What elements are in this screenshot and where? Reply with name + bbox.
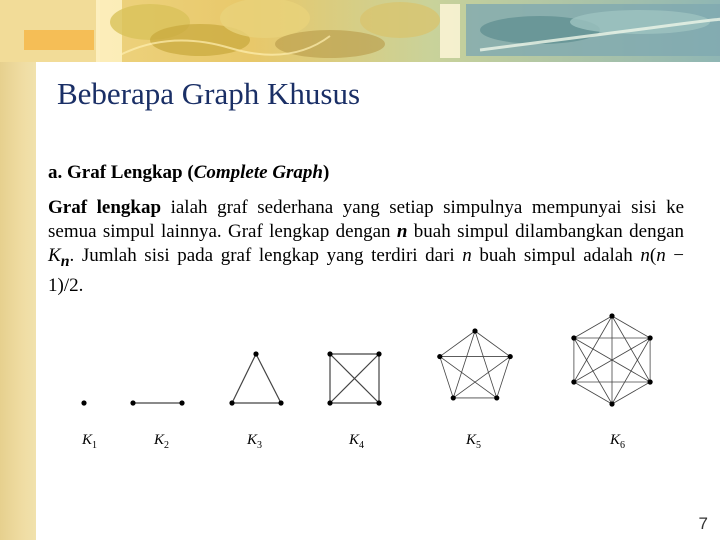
- slide-title: Beberapa Graph Khusus: [57, 76, 361, 111]
- graph-edge: [440, 357, 497, 398]
- graph-vertex: [130, 400, 135, 405]
- graph-label-k1: [82, 432, 97, 451]
- bold-lead: Graf lengkap: [48, 197, 162, 218]
- graph-vertex: [571, 335, 576, 340]
- graph-label-name: K: [349, 432, 360, 448]
- variable-n: n: [462, 245, 472, 266]
- graph-vertex: [376, 400, 381, 405]
- graph-vertex: [494, 395, 499, 400]
- graph-vertex: [278, 400, 283, 405]
- graph-edge: [256, 354, 281, 403]
- section-heading-suffix: ): [323, 162, 330, 183]
- variable-n: n: [396, 221, 408, 242]
- graph-edge: [475, 331, 510, 357]
- graph-vertex: [179, 400, 184, 405]
- paragraph-text: buah simpul adalah: [471, 245, 641, 266]
- graph-label-name: K: [82, 432, 93, 448]
- graph-vertex: [609, 313, 614, 318]
- graph-k4: [327, 351, 381, 405]
- variable-k: K: [48, 245, 61, 266]
- paragraph-text: ialah graf sederhana yang setiap simpulnya mempunyai sisi ke semua simpul lainnya. Graf lengkap dengan: [48, 197, 684, 242]
- graph-vertex: [472, 328, 477, 333]
- graph-edge: [440, 331, 475, 357]
- graph-vertex: [648, 335, 653, 340]
- graph-edge: [453, 331, 475, 398]
- page-number: 7: [698, 514, 708, 533]
- graph-label-subscript: 6: [620, 440, 626, 451]
- graph-label-subscript: 4: [359, 440, 365, 451]
- graph-edge: [475, 331, 497, 398]
- graph-label-k5: [466, 432, 481, 451]
- paragraph-text: . Jumlah sisi pada graf lengkap yang terdiri dari: [69, 245, 463, 266]
- graph-vertex: [609, 401, 614, 406]
- graph-label-name: K: [610, 432, 621, 448]
- graph-edge: [232, 354, 256, 403]
- graph-vertex: [571, 379, 576, 384]
- graph-vertex: [648, 379, 653, 384]
- graph-vertex: [327, 400, 332, 405]
- graph-vertex: [376, 351, 381, 356]
- graph-edge: [440, 357, 453, 398]
- graph-label-name: K: [466, 432, 477, 448]
- variable-n-subscript: n: [60, 252, 70, 270]
- graph-k2: [130, 400, 184, 405]
- graph-vertex: [508, 354, 513, 359]
- graph-edge: [612, 316, 650, 338]
- formula-text: (: [649, 245, 657, 266]
- formula-variable: n: [640, 245, 650, 266]
- graph-k1: [81, 400, 86, 405]
- formula-variable: n: [656, 245, 666, 266]
- graph-vertex: [81, 400, 86, 405]
- graph-label-name: K: [247, 432, 258, 448]
- paragraph-text: buah simpul dilambangkan dengan: [407, 221, 684, 242]
- graph-edge: [574, 382, 612, 404]
- graph-edge: [497, 357, 510, 398]
- graph-label-subscript: 3: [257, 440, 263, 451]
- graph-vertex: [253, 351, 258, 356]
- section-heading-term: Complete Graph: [193, 162, 323, 183]
- graph-label-name: K: [154, 432, 165, 448]
- graph-vertex: [451, 395, 456, 400]
- graph-label-subscript: 2: [164, 440, 170, 451]
- graph-label-k2: [154, 432, 169, 451]
- graph-k5: [437, 328, 513, 400]
- graph-label-k6: [610, 432, 625, 451]
- section-heading-prefix: a. Graf Lengkap (: [48, 162, 194, 183]
- formula-text: − 1)/2.: [48, 245, 684, 296]
- graph-edge: [574, 338, 612, 404]
- graph-label-subscript: 5: [476, 440, 482, 451]
- graph-vertex: [327, 351, 332, 356]
- graph-vertex: [437, 354, 442, 359]
- graph-label-subscript: 1: [92, 440, 98, 451]
- graph-edge: [612, 382, 650, 404]
- graph-k6: [571, 313, 652, 406]
- graph-edge: [574, 316, 612, 338]
- graph-k3: [229, 351, 283, 405]
- graph-label-k4: [349, 432, 364, 451]
- graph-vertex: [229, 400, 234, 405]
- graph-label-k3: [247, 432, 262, 451]
- graph-edge: [453, 357, 510, 398]
